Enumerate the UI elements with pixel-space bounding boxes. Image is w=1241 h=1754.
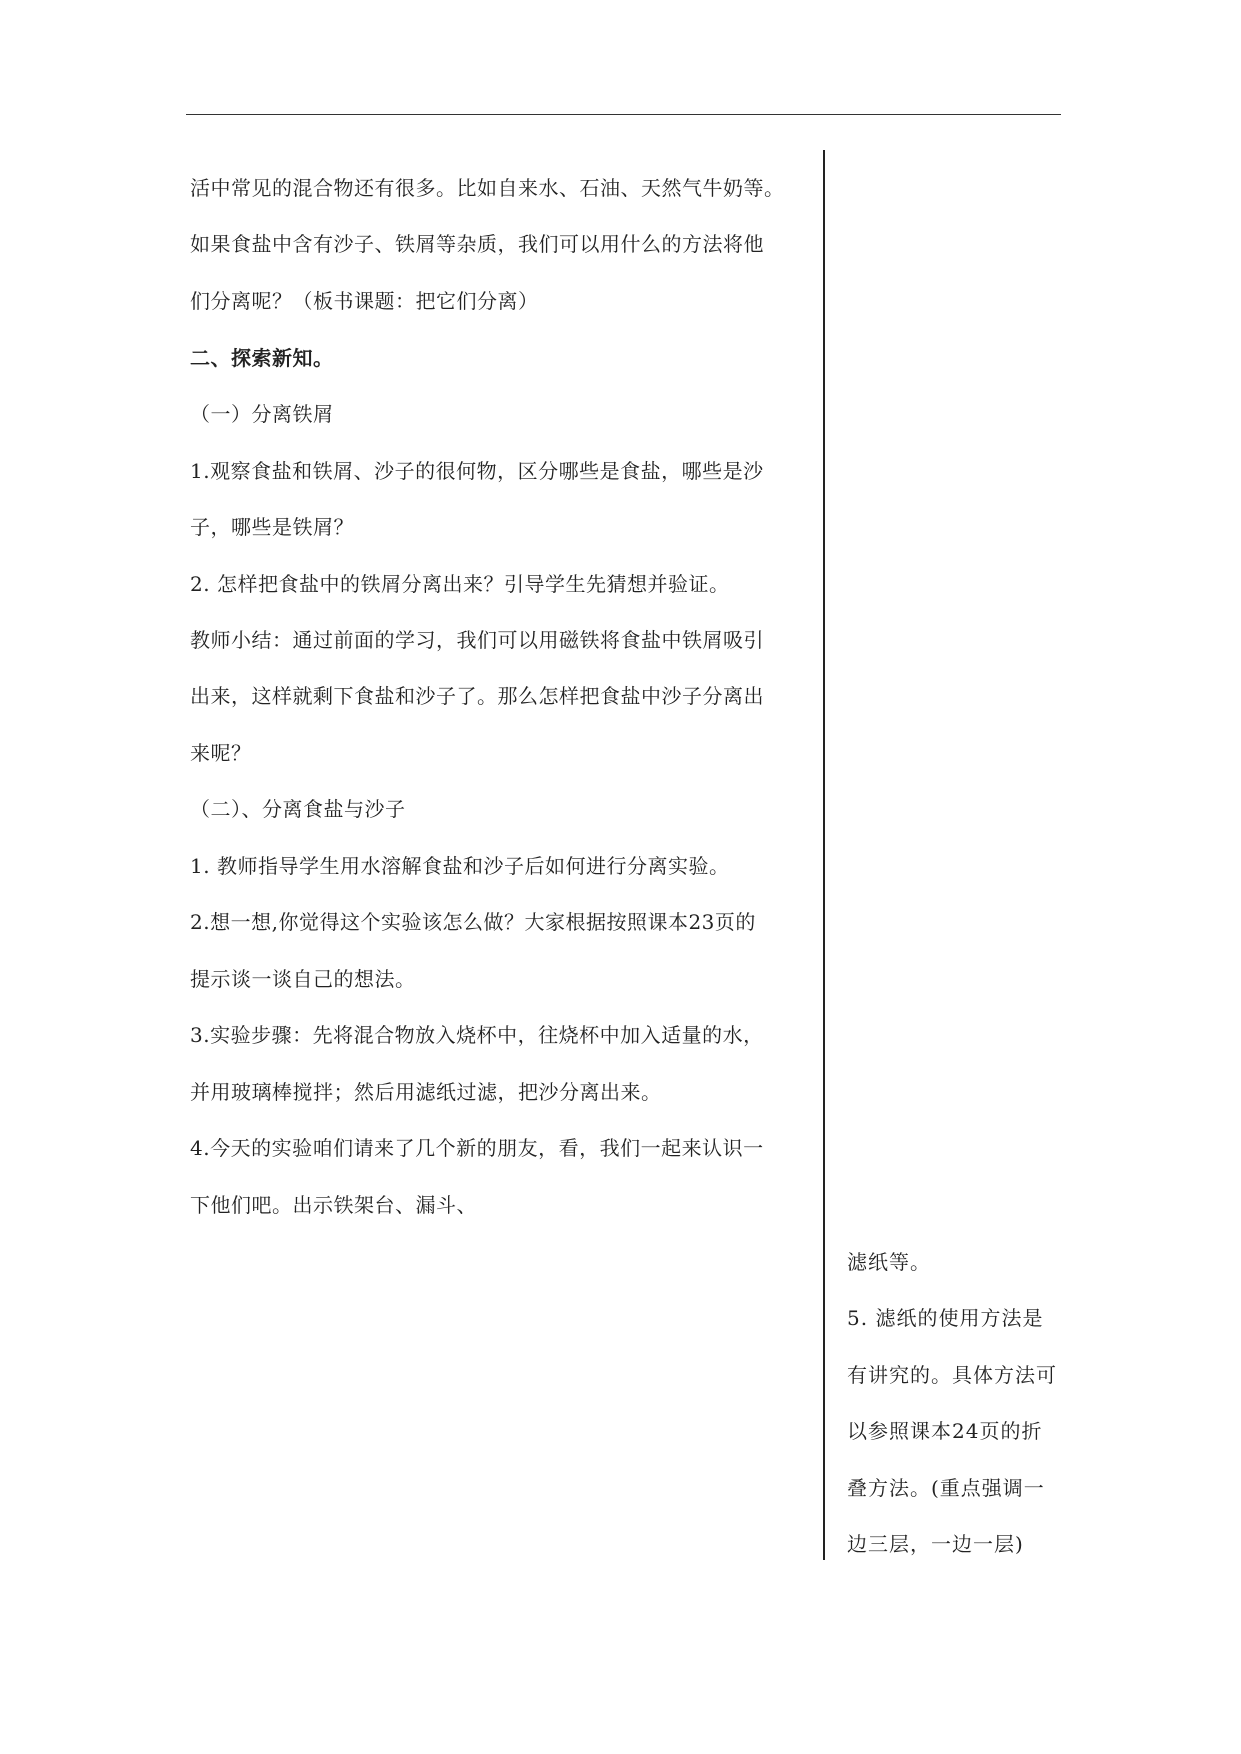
main-line: 2.想一想,你觉得这个实验该怎么做？大家根据按照课本23页的 xyxy=(190,910,756,934)
section-heading: 二、探索新知。 xyxy=(190,346,334,370)
main-line: 提示谈一谈自己的想法。 xyxy=(190,967,416,991)
subsection-heading: （一）分离铁屑 xyxy=(190,402,334,426)
main-line: 们分离呢？（板书课题：把它们分离） xyxy=(190,289,539,313)
main-line: 1.观察食盐和铁屑、沙子的很何物，区分哪些是食盐，哪些是沙 xyxy=(190,459,764,483)
main-line: 下他们吧。出示铁架台、漏斗、 xyxy=(190,1193,477,1217)
main-line: 教师小结：通过前面的学习，我们可以用磁铁将食盐中铁屑吸引 xyxy=(190,628,764,652)
side-line: 有讲究的。具体方法可 xyxy=(847,1363,1057,1387)
main-line: 并用玻璃棒搅拌；然后用滤纸过滤，把沙分离出来。 xyxy=(190,1080,662,1104)
main-line: 4.今天的实验咱们请来了几个新的朋友，看，我们一起来认识一 xyxy=(190,1136,764,1160)
subsection-heading: （二）、分离食盐与沙子 xyxy=(190,797,406,821)
side-line: 滤纸等。 xyxy=(847,1250,931,1274)
side-line: 以参照课本24页的折 xyxy=(847,1419,1043,1443)
main-line: 子，哪些是铁屑？ xyxy=(190,515,354,539)
main-line: 出来，这样就剩下食盐和沙子了。那么怎样把食盐中沙子分离出 xyxy=(190,684,764,708)
side-line: 叠方法。(重点强调一 xyxy=(847,1476,1045,1500)
side-line: 边三层，一边一层) xyxy=(847,1532,1024,1556)
main-line: 活中常见的混合物还有很多。比如自来水、石油、天然气牛奶等。 xyxy=(190,176,785,200)
column-divider xyxy=(823,150,825,1560)
header-rule xyxy=(186,114,1061,115)
main-line: 1. 教师指导学生用水溶解食盐和沙子后如何进行分离实验。 xyxy=(190,854,730,878)
main-line: 2. 怎样把食盐中的铁屑分离出来？引导学生先猜想并验证。 xyxy=(190,572,730,596)
main-line: 3.实验步骤：先将混合物放入烧杯中，往烧杯中加入适量的水， xyxy=(190,1023,764,1047)
side-line: 5. 滤纸的使用方法是 xyxy=(847,1306,1044,1330)
main-line: 来呢？ xyxy=(190,741,252,765)
main-line: 如果食盐中含有沙子、铁屑等杂质，我们可以用什么的方法将他 xyxy=(190,232,764,256)
